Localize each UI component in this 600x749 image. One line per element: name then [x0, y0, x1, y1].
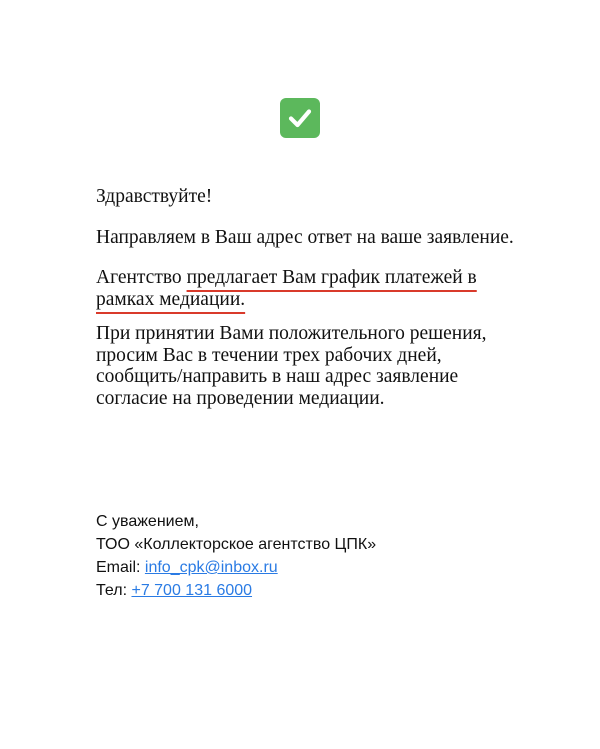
- phone-label: Тел:: [96, 582, 132, 599]
- signature-regards: С уважением,: [96, 513, 199, 530]
- check-mark-icon: [280, 98, 320, 138]
- offer-highlight: предлагает Вам график платежей в рамках медиации.: [96, 267, 477, 310]
- offer-paragraph: [96, 267, 516, 310]
- check-mark-glyph: [285, 103, 315, 133]
- email-link[interactable]: info_cpk@inbox.ru: [144, 559, 278, 576]
- decision-paragraph: При принятии Вами положительного решения, просим Вас в течении трех рабочих дней, сообщить/направить в наш адрес заявление согласие на проведении медиации.: [96, 323, 487, 409]
- signature-block: [96, 510, 556, 602]
- letter-text: [96, 186, 516, 409]
- signature-company: ТОО «Коллекторское агентство ЦПК»: [96, 536, 377, 553]
- signature-email-line: [96, 556, 556, 579]
- email-label: Email:: [96, 559, 145, 576]
- phone-link[interactable]: +7 700 131 6000: [131, 582, 253, 599]
- greeting: Здравствуйте!: [96, 186, 213, 207]
- intro-paragraph: Направляем в Ваш адрес ответ на ваше заявление.: [96, 226, 514, 248]
- offer-prefix: Агентство: [96, 267, 187, 288]
- signature-phone-line: [96, 579, 556, 602]
